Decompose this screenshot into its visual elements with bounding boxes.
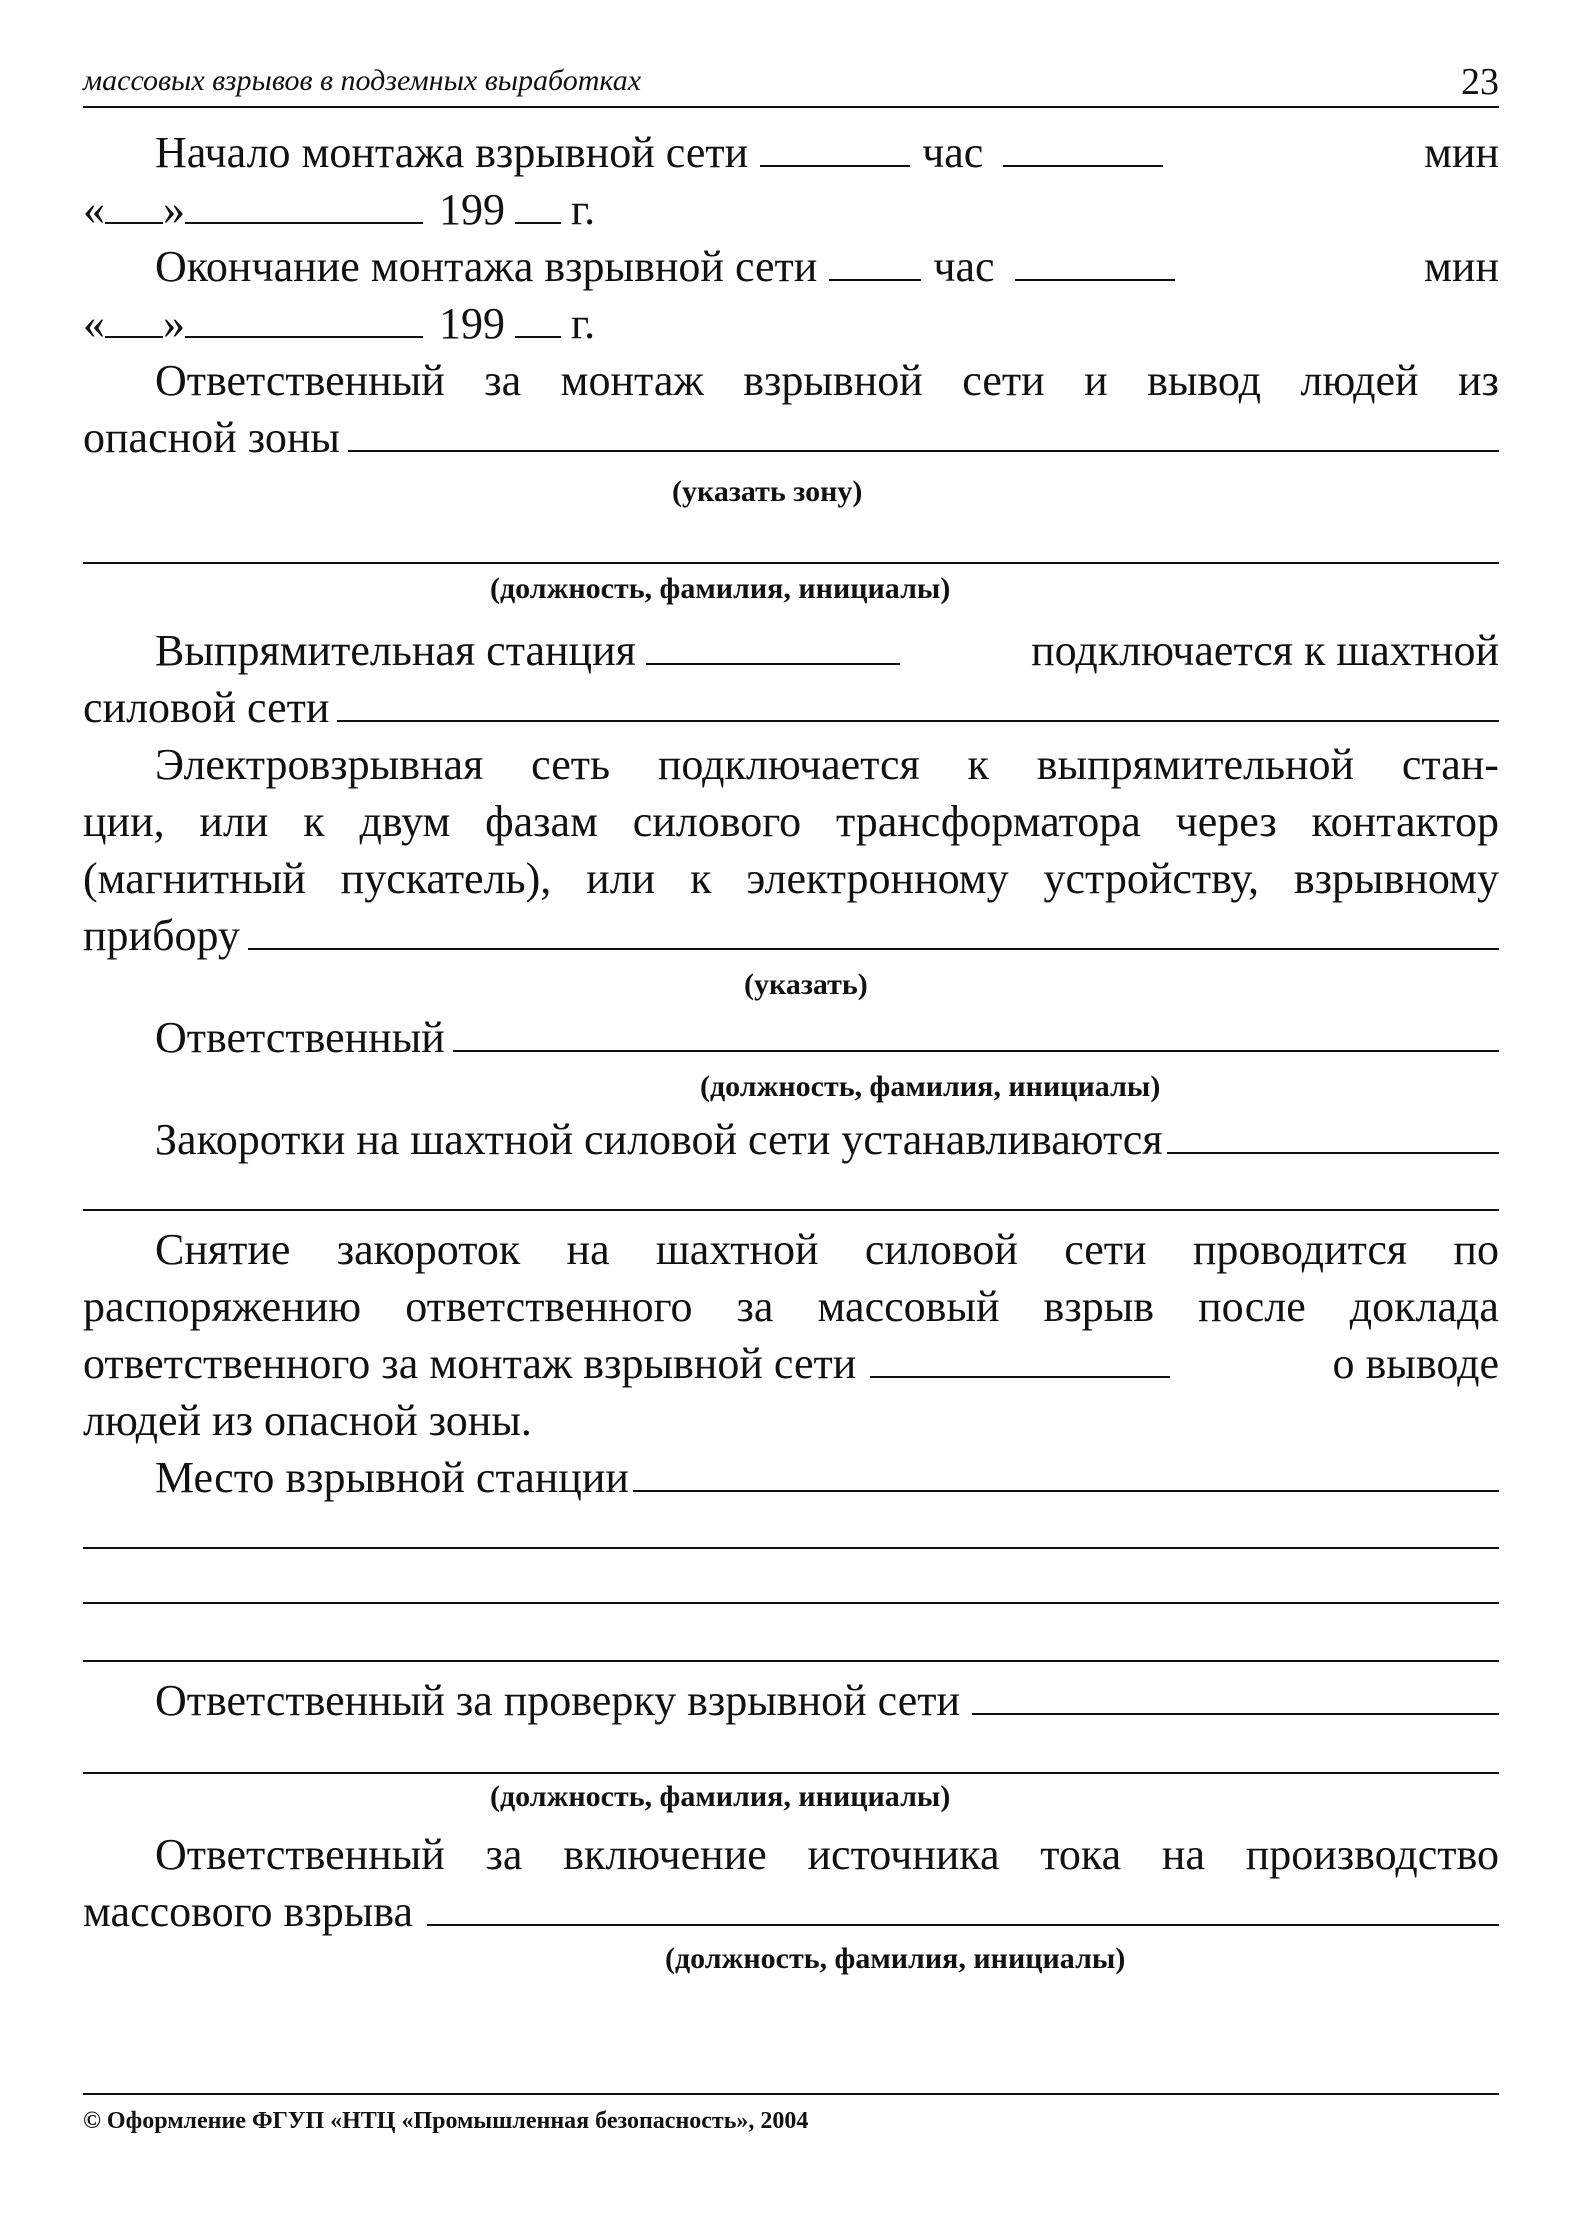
word: ответственного	[405, 1282, 693, 1331]
start-year-suffix: г.	[571, 185, 596, 234]
word: сеть	[531, 740, 611, 789]
word: по	[1453, 1225, 1499, 1274]
start-month-blank[interactable]	[185, 188, 423, 224]
station-label: Место взрывной станции	[155, 1453, 629, 1502]
end-year-suffix: г.	[571, 299, 596, 348]
end-quote-open: «	[83, 299, 105, 348]
start-day-blank[interactable]	[105, 188, 163, 224]
end-day-blank[interactable]	[105, 302, 163, 338]
start-hour-unit: час	[922, 128, 984, 177]
footer-copyright: © Оформление ФГУП «НТЦ «Промышленная безопасность», 2004	[83, 2108, 809, 2134]
responsible-mount-line1	[155, 353, 1499, 409]
removal-evacuation-text: о выводе	[1332, 1339, 1499, 1388]
check-line	[155, 1673, 1499, 1729]
word: шахтной	[655, 1225, 819, 1274]
end-mount-line	[155, 239, 1499, 295]
word: пускатель),	[340, 854, 552, 903]
device-label: прибору	[83, 911, 240, 960]
station-blank-line4[interactable]	[83, 1660, 1499, 1662]
word: трансформатора	[835, 797, 1141, 846]
word: после	[1198, 1282, 1306, 1331]
word: за	[736, 1282, 774, 1331]
word: или	[586, 854, 656, 903]
rectifier-line1	[155, 623, 1499, 679]
end-year-blank[interactable]	[515, 302, 561, 338]
start-year-prefix: 199	[439, 185, 505, 234]
responsible-mount-line2	[83, 410, 1499, 466]
word: сети	[962, 356, 1045, 405]
word: к	[967, 740, 989, 789]
end-minute-blank[interactable]	[1015, 245, 1175, 281]
power-network-label: силовой сети	[83, 683, 330, 732]
removal-blank[interactable]	[870, 1342, 1170, 1378]
end-date-line	[83, 296, 1499, 352]
page-number: 23	[1461, 61, 1499, 103]
station-line	[155, 1450, 1499, 1506]
responsible-label: Ответственный	[155, 1013, 445, 1062]
responsible-blank[interactable]	[453, 1016, 1499, 1052]
word: силового	[632, 797, 802, 846]
removal-line2	[83, 1279, 1499, 1335]
station-blank[interactable]	[633, 1456, 1499, 1492]
word: стан-	[1401, 740, 1499, 789]
word: сети	[1064, 1225, 1147, 1274]
word: проводится	[1192, 1225, 1408, 1274]
word: силовой	[864, 1225, 1018, 1274]
running-header	[83, 60, 1499, 108]
word: вывод	[1147, 356, 1262, 405]
electro-line3	[83, 851, 1499, 907]
shorts-blank-continued[interactable]	[83, 1209, 1499, 1211]
footer-rule	[83, 2093, 1499, 2095]
word: закороток	[336, 1225, 521, 1274]
word: к	[303, 797, 325, 846]
responsible-line	[155, 1010, 1499, 1066]
word: взрывной	[743, 356, 923, 405]
electro-line1	[155, 737, 1499, 793]
rectifier-blank[interactable]	[646, 629, 900, 665]
start-quote-close: »	[163, 185, 185, 234]
end-quote-close: »	[163, 299, 185, 348]
start-hour-blank[interactable]	[760, 131, 910, 167]
rectifier-line2	[83, 680, 1499, 736]
rectifier-label: Выпрямительная станция	[155, 626, 636, 675]
word: Ответственный	[155, 356, 445, 405]
danger-zone-label: опасной зоны	[83, 413, 340, 462]
shorts-label: Закоротки на шахтной силовой сети устанавливаются	[155, 1115, 1163, 1164]
mass-blast-label: массового взрыва	[83, 1887, 413, 1936]
removal-line3	[83, 1336, 1499, 1392]
word: тока	[1040, 1830, 1122, 1879]
station-blank-line3[interactable]	[83, 1602, 1499, 1604]
word: или	[199, 797, 269, 846]
hint-person-power: (должность, фамилия, инициалы)	[665, 1942, 1126, 1975]
word: источника	[807, 1830, 1000, 1879]
word: двум	[359, 797, 451, 846]
start-mount-label: Начало монтажа взрывной сети	[155, 128, 749, 177]
word: на	[566, 1225, 610, 1274]
check-person-blank[interactable]	[83, 1772, 1499, 1774]
electro-line4	[83, 908, 1499, 964]
word: за	[484, 356, 522, 405]
power-on-line1	[155, 1827, 1499, 1883]
responsible-mount-person-blank[interactable]	[83, 562, 1499, 564]
word: людей	[1300, 356, 1419, 405]
removal-report-text: ответственного за монтаж взрывной сети	[83, 1339, 857, 1388]
electro-line2	[83, 794, 1499, 850]
danger-zone-blank[interactable]	[348, 416, 1499, 452]
word: устройству,	[1043, 854, 1259, 903]
start-minute-blank[interactable]	[1003, 131, 1163, 167]
hint-specify: (указать)	[744, 968, 868, 1001]
hint-zone: (указать зону)	[672, 475, 863, 508]
word: ции,	[83, 797, 165, 846]
word: на	[1161, 1830, 1205, 1879]
start-date-line	[83, 182, 1499, 238]
start-mount-line	[155, 125, 1499, 181]
word: (магнитный	[83, 854, 306, 903]
hint-person-check: (должность, фамилия, инициалы)	[490, 1780, 951, 1813]
word: фазам	[485, 797, 598, 846]
removal-line4: людей из опасной зоны.	[83, 1396, 532, 1445]
word: за	[485, 1830, 523, 1879]
power-network-blank[interactable]	[337, 686, 1499, 722]
word: к	[690, 854, 712, 903]
word: контактор	[1311, 797, 1499, 846]
word: производство	[1245, 1830, 1499, 1879]
word: через	[1175, 797, 1277, 846]
word: из	[1457, 356, 1499, 405]
start-minute-unit: мин	[1424, 128, 1499, 177]
end-year-prefix: 199	[439, 299, 505, 348]
power-on-line2	[83, 1884, 1499, 1940]
word: Ответственный	[155, 1830, 445, 1879]
start-quote-open: «	[83, 185, 105, 234]
end-minute-unit: мин	[1424, 242, 1499, 291]
shorts-blank[interactable]	[1167, 1118, 1499, 1154]
word: Электровзрывная	[155, 740, 484, 789]
running-header-title: массовых взрывов в подземных выработках	[83, 64, 642, 97]
word: распоряжению	[83, 1282, 362, 1331]
check-label: Ответственный за проверку взрывной сети	[155, 1676, 961, 1725]
start-year-blank[interactable]	[515, 188, 561, 224]
word: выпрямительной	[1036, 740, 1355, 789]
word: подключается	[657, 740, 920, 789]
station-blank-line2[interactable]	[83, 1547, 1499, 1549]
word: включение	[563, 1830, 767, 1879]
word: монтаж	[560, 356, 704, 405]
check-blank[interactable]	[972, 1679, 1499, 1715]
word: массовый	[817, 1282, 1000, 1331]
rectifier-connect-text: подключается к шахтной	[1031, 626, 1499, 675]
word: Снятие	[155, 1225, 291, 1274]
word: взрыв	[1043, 1282, 1155, 1331]
power-on-blank[interactable]	[427, 1890, 1499, 1926]
hint-person-mount: (должность, фамилия, инициалы)	[490, 572, 951, 605]
end-month-blank[interactable]	[185, 302, 423, 338]
word: электронному	[746, 854, 1009, 903]
end-mount-label: Окончание монтажа взрывной сети	[155, 242, 818, 291]
shorts-line	[155, 1112, 1499, 1168]
removal-line1	[155, 1222, 1499, 1278]
device-blank[interactable]	[248, 914, 1499, 950]
end-hour-blank[interactable]	[829, 245, 921, 281]
word: и	[1084, 356, 1108, 405]
end-hour-unit: час	[933, 242, 995, 291]
word: доклада	[1349, 1282, 1499, 1331]
hint-person-responsible: (должность, фамилия, инициалы)	[700, 1070, 1161, 1103]
word: взрывному	[1293, 854, 1499, 903]
